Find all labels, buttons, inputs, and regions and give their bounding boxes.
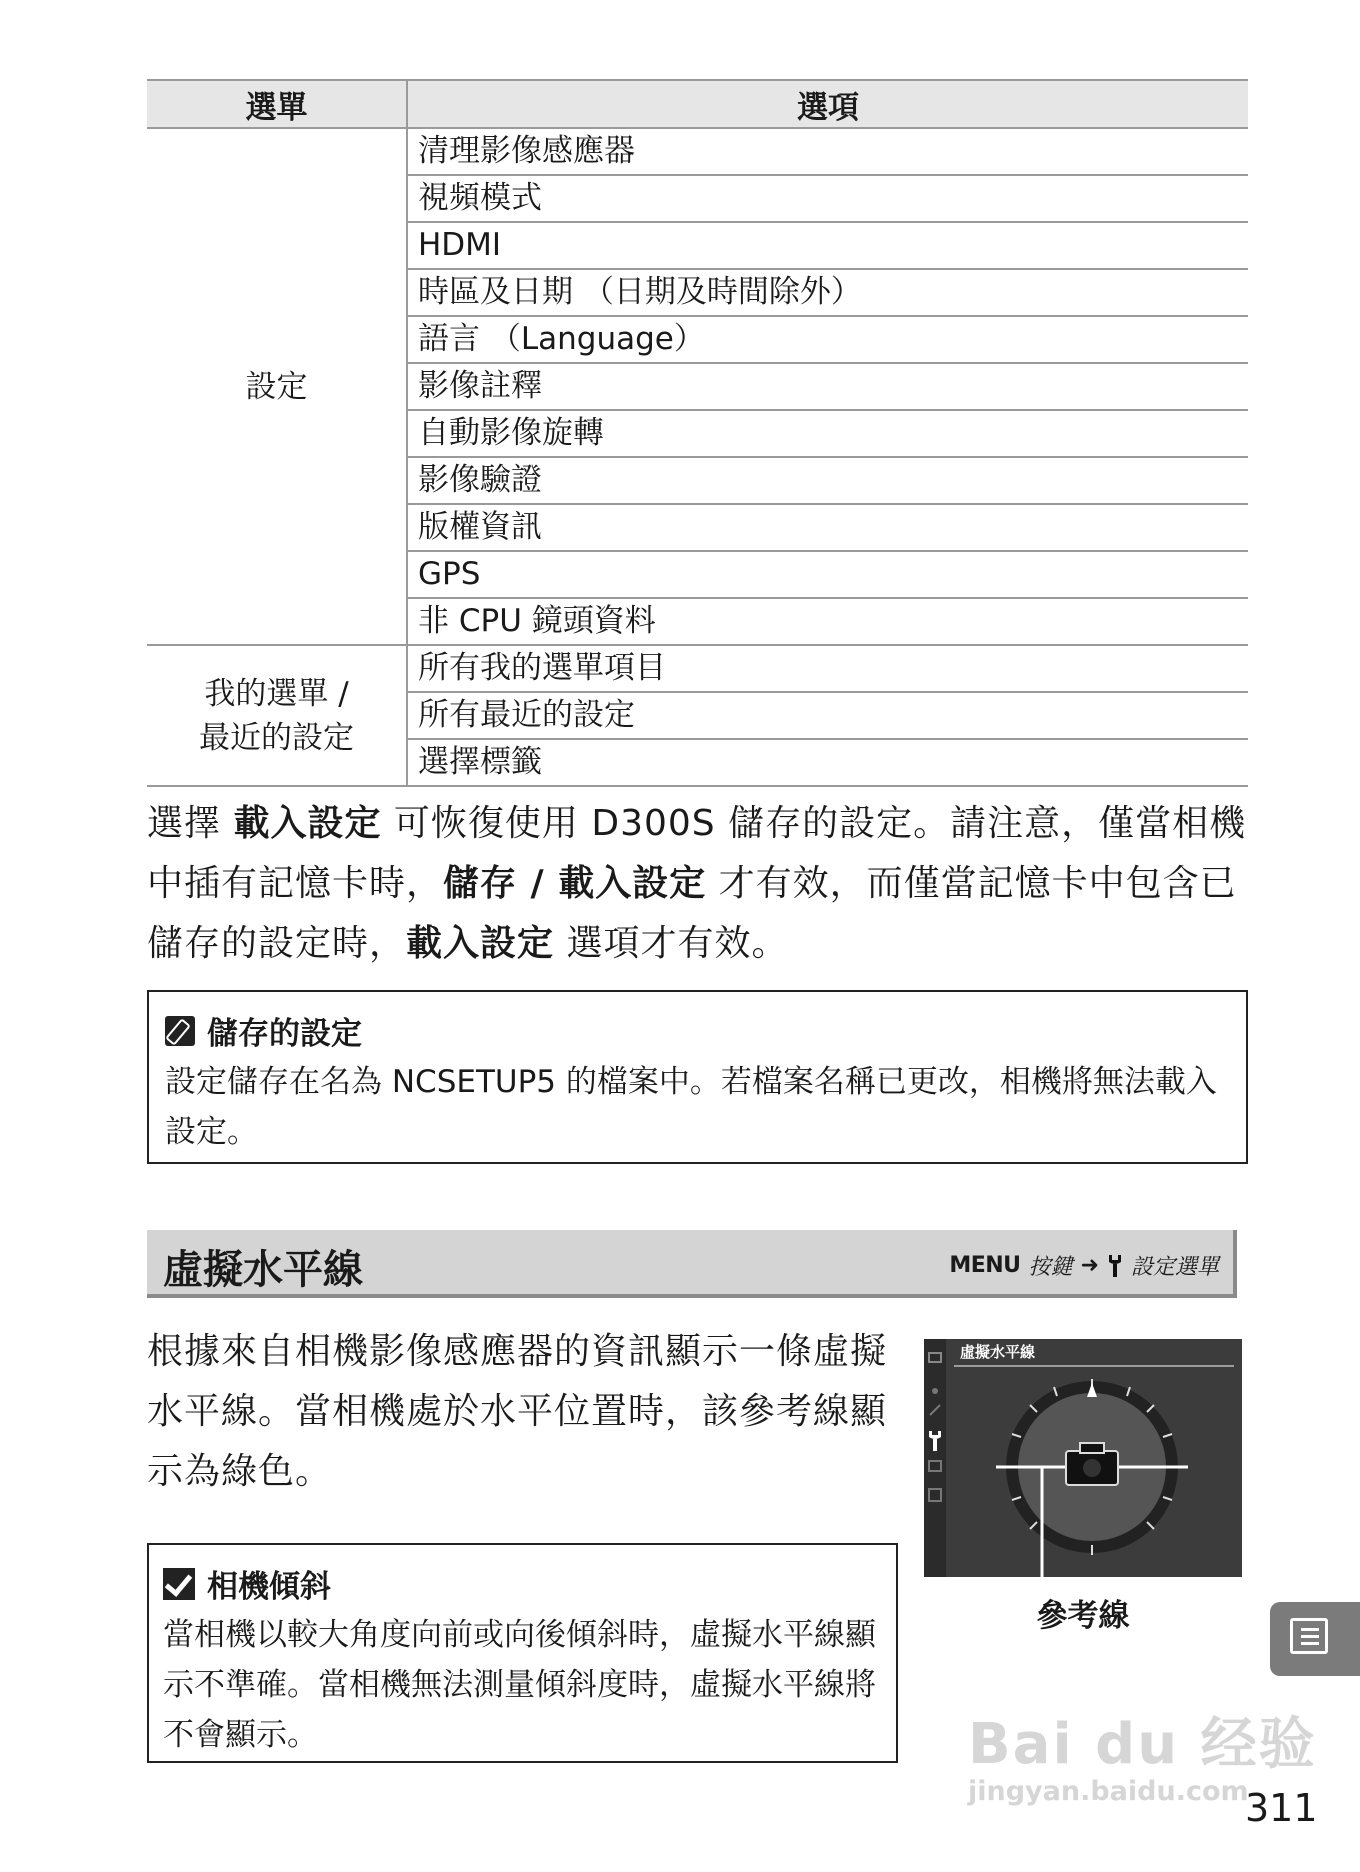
arrow-icon: ➜	[1080, 1253, 1099, 1278]
option-row: 清理影像感應器	[407, 128, 1248, 175]
pencil-note-icon	[165, 1016, 195, 1046]
screen-graphic	[924, 1339, 1242, 1577]
option-row: 選擇標籤	[407, 739, 1248, 786]
menu-list-icon	[1290, 1618, 1328, 1654]
option-row: HDMI	[407, 222, 1248, 269]
note-body: 設定儲存在名為 NCSETUP5 的檔案中。若檔案名稱已更改，相機將無法載入設定。	[165, 1064, 1217, 1150]
watermark-url: jingyan.baidu.com	[968, 1776, 1249, 1807]
option-row: 時區及日期 （日期及時間除外）	[407, 269, 1248, 316]
option-row: 非 CPU 鏡頭資料	[407, 598, 1248, 645]
group-my-menu-line1: 我的選單 /	[204, 675, 349, 712]
checkmark-caution-icon	[163, 1568, 195, 1600]
option-row: 視頻模式	[407, 175, 1248, 222]
note-body: 當相機以較大角度向前或向後傾斜時，虛擬水平線顯示不準確。當相機無法測量傾斜度時，虛擬水平線將不會顯示。	[163, 1617, 876, 1753]
camera-tilt-note	[147, 1543, 898, 1763]
bold-term: 載入設定	[406, 923, 555, 964]
section-header	[147, 1230, 1237, 1298]
text: 選項才有效。	[554, 923, 789, 964]
note-title: 儲存的設定	[207, 1016, 362, 1052]
menu-options-table	[147, 79, 1248, 787]
page-number: 311	[1245, 1786, 1318, 1830]
header-menu: 選單	[147, 80, 407, 128]
screen-title: 虛擬水平線	[960, 1343, 1036, 1361]
option-row: GPS	[407, 551, 1248, 598]
screen-caption: 參考線	[1036, 1598, 1130, 1634]
option-row: 語言 （Language）	[407, 316, 1248, 363]
menu-button-label: MENU	[949, 1253, 1021, 1278]
bold-term: 載入設定	[233, 803, 382, 844]
menu-guide-tab[interactable]	[1270, 1602, 1360, 1676]
text: 才有效，而僅當記憶卡中包含已儲存的設定時，	[147, 863, 1237, 964]
note-title-row	[165, 1008, 1232, 1053]
text: 可恢復使用 D300S 儲存的設定。請注意，僅當相機中插有記憶卡時，	[147, 803, 1247, 904]
menu-path	[949, 1250, 1219, 1281]
group-my-menu	[147, 645, 407, 786]
virtual-horizon-screen	[924, 1339, 1242, 1577]
virtual-horizon-paragraph: 根據來自相機影像感應器的資訊顯示一條虛擬水平線。當相機處於水平位置時，該參考線顯示為綠色。	[147, 1331, 888, 1492]
note-title-row	[163, 1561, 886, 1606]
header-options: 選項	[407, 80, 1248, 128]
wrench-icon	[1107, 1254, 1123, 1278]
option-row: 影像驗證	[407, 457, 1248, 504]
group-my-menu-line2: 最近的設定	[199, 719, 354, 756]
load-settings-paragraph	[147, 794, 1252, 974]
section-title: 虛擬水平線	[163, 1247, 363, 1293]
option-row: 所有最近的設定	[407, 692, 1248, 739]
key-label: 按鍵	[1028, 1255, 1073, 1280]
bold-term: 儲存 / 載入設定	[443, 863, 707, 904]
group-setup: 設定	[147, 128, 407, 645]
note-title: 相機傾斜	[207, 1569, 331, 1605]
option-row: 所有我的選單項目	[407, 645, 1248, 692]
option-row: 影像註釋	[407, 363, 1248, 410]
text: 選擇	[147, 803, 234, 844]
setup-menu-label: 設定選單	[1130, 1255, 1219, 1280]
watermark-logo-text: Bai du 经验	[968, 1712, 1317, 1777]
option-row: 版權資訊	[407, 504, 1248, 551]
option-row: 自動影像旋轉	[407, 410, 1248, 457]
saved-settings-note	[147, 990, 1248, 1164]
